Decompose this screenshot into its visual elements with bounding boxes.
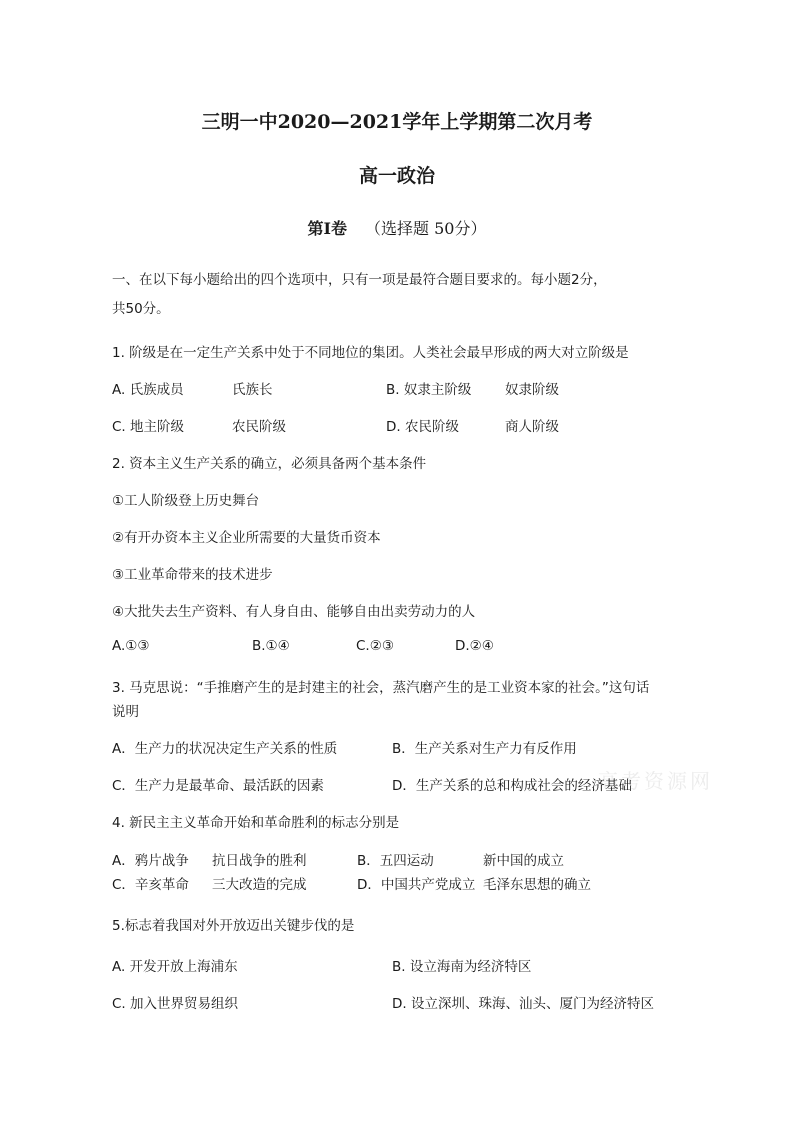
q4-option-b-second: 新中国的成立 [483,853,564,869]
q4-option-b: B．五四运动 [357,853,434,869]
q1-option-b-second: 奴隶阶级 [505,382,559,398]
q4-stem: 4. 新民主主义革命开始和革命胜利的标志分别是 [112,815,400,831]
q3-option-c: C．生产力是最革命、最活跃的因素 [112,778,324,794]
q3-option-d: D．生产关系的总和构成社会的经济基础 [392,778,632,794]
q2-option-c: C.②③ [356,638,394,654]
q5-option-a: A. 开发开放上海浦东 [112,959,238,975]
q1-option-d-second: 商人阶级 [505,419,559,435]
q1-option-a-second: 氏族长 [232,382,273,398]
part-note: （选择题 50分） [365,219,487,238]
q2-option-b: B.①④ [252,638,290,654]
q3-option-b: B．生产关系对生产力有反作用 [392,741,577,757]
q1-stem: 1. 阶级是在一定生产关系中处于不同地位的集团。人类社会最早形成的两大对立阶级是 [112,345,629,361]
q1-option-b: B. 奴隶主阶级 [386,382,472,398]
q1-option-c-second: 农民阶级 [232,419,286,435]
q3-stem-line-1: 3. 马克思说：“手推磨产生的是封建主的社会，蒸汽磨产生的是工业资本家的社会。”这句话 [112,680,650,696]
q3-stem-line-2: 说明 [112,704,139,720]
q2-statement-4: ④大批失去生产资料、有人身自由、能够自由出卖劳动力的人 [112,604,476,620]
exam-title: 三明一中2020—2021学年上学期第二次月考 [201,111,593,133]
q5-stem: 5.标志着我国对外开放迈出关键步伐的是 [112,918,355,934]
q4-option-a-second: 抗日战争的胜利 [212,853,307,869]
subject-title: 高一政治 [358,165,435,187]
instructions-line-1: 一、在以下每小题给出的四个选项中，只有一项是最符合题目要求的。每小题2分， [112,272,607,288]
q2-option-d: D.②④ [455,638,494,654]
q1-option-a: A. 氏族成员 [112,382,184,398]
q5-option-b: B. 设立海南为经济特区 [392,959,532,975]
q5-option-c: C. 加入世界贸易组织 [112,996,239,1012]
q1-option-c: C. 地主阶级 [112,419,185,435]
q2-option-a: A.①③ [112,638,150,654]
q3-option-a: A．生产力的状况决定生产关系的性质 [112,741,338,757]
q4-option-c: C．辛亥革命 [112,877,189,893]
q4-option-d: D．中国共产党成立 [357,877,476,893]
part-heading [0,216,794,239]
q4-option-a: A．鸦片战争 [112,853,189,869]
q1-option-d: D. 农民阶级 [386,419,459,435]
q2-statement-1: ①工人阶级登上历史舞台 [112,493,260,509]
q2-stem: 2. 资本主义生产关系的确立，必须具备两个基本条件 [112,456,427,472]
q4-option-d-second: 毛泽东思想的确立 [483,877,591,893]
q4-option-c-second: 三大改造的完成 [212,877,307,893]
q2-statement-3: ③工业革命带来的技术进步 [112,567,273,583]
instructions-line-2: 共50分。 [112,301,170,317]
q5-option-d: D. 设立深圳、珠海、汕头、厦门为经济特区 [392,996,654,1012]
watermark: 高考资源网 [598,769,713,793]
part-label: 第I卷 [307,219,348,238]
q2-statement-2: ②有开办资本主义企业所需要的大量货币资本 [112,530,381,546]
